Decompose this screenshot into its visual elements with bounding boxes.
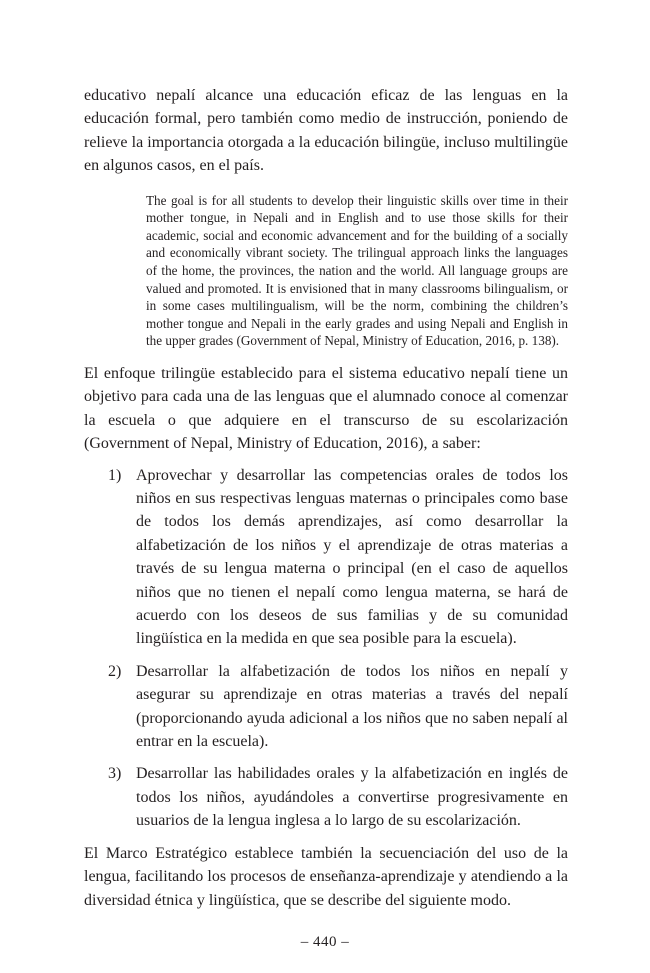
closing-paragraph: El Marco Estratégico establece también la secuenciación del uso de la lengua, facilitando los procesos de enseñanza-aprendizaje y atendiendo a la diversidad étnica y lingüística, que se describe del siguiente modo. [84, 844, 568, 909]
intro-paragraph: educativo nepalí alcance una educación eficaz de las lenguas en la educación formal, pero también como medio de instrucción, poniendo de relieve la importancia otorgada a la educación bilingüe, incluso multilingüe en algunos casos, en el país. [84, 87, 568, 175]
objectives-list [84, 464, 568, 833]
block-quote: The goal is for all students to develop their linguistic skills over time in their mother tongue, in Nepali and in English and to use those skills for their academic, social and economic advancement and for the building of a socially and economically vibrant society. The trilingual approach links the languages of the home, the provinces, the nation and the world. All language groups are valued and promoted. It is envisioned that in many classrooms bilingualism, or in some cases multilingualism, will be the norm, combining the children’s mother tongue and Nepali in the early grades and using Nepali and English in the upper grades (Government of Nepal, Ministry of Education, 2016, p. 138). [146, 192, 568, 349]
list-item-number: 3) [108, 765, 122, 783]
list-item [84, 660, 568, 754]
list-item-number: 1) [108, 466, 122, 484]
list-item [84, 464, 568, 651]
lead-paragraph: El enfoque trilingüe establecido para el sistema educativo nepalí tiene un objetivo para cada una de las lenguas que el alumnado conoce al comenzar la escuela o que adquiere en el transcurso de su escolarización (Government of Nepal, Ministry of Education, 2016), a saber: [84, 364, 568, 453]
list-item-text: Aprovechar y desarrollar las competencias orales de todos los niños en sus respectivas lenguas maternas o principales como base de todos los demás aprendizajes, así como desarrollar la alfabetización de los niños y el aprendizaje de otras materias a través de su lengua materna o principal (en el caso de aquellos niños que no tienen el nepalí como lengua materna, se hará de acuerdo con los deseos de sus familias y de su comunidad lingüística en la medida en que sea posible para la escuela). [136, 466, 568, 648]
list-item-number: 2) [108, 662, 122, 680]
list-item-text: Desarrollar las habilidades orales y la alfabetización en inglés de todos los niños, ayudándoles a convertirse progresivamente en usuarios de la lengua inglesa a lo largo de su escolarización. [136, 765, 568, 830]
page-body [84, 84, 568, 912]
list-item [84, 762, 568, 832]
list-item-text: Desarrollar la alfabetización de todos los niños en nepalí y asegurar su aprendizaje en otras materias a través del nepalí (proporcionando ayuda adicional a los niños que no saben nepalí al entrar en la escuela). [136, 662, 568, 751]
page-number: – 440 – [300, 934, 350, 950]
